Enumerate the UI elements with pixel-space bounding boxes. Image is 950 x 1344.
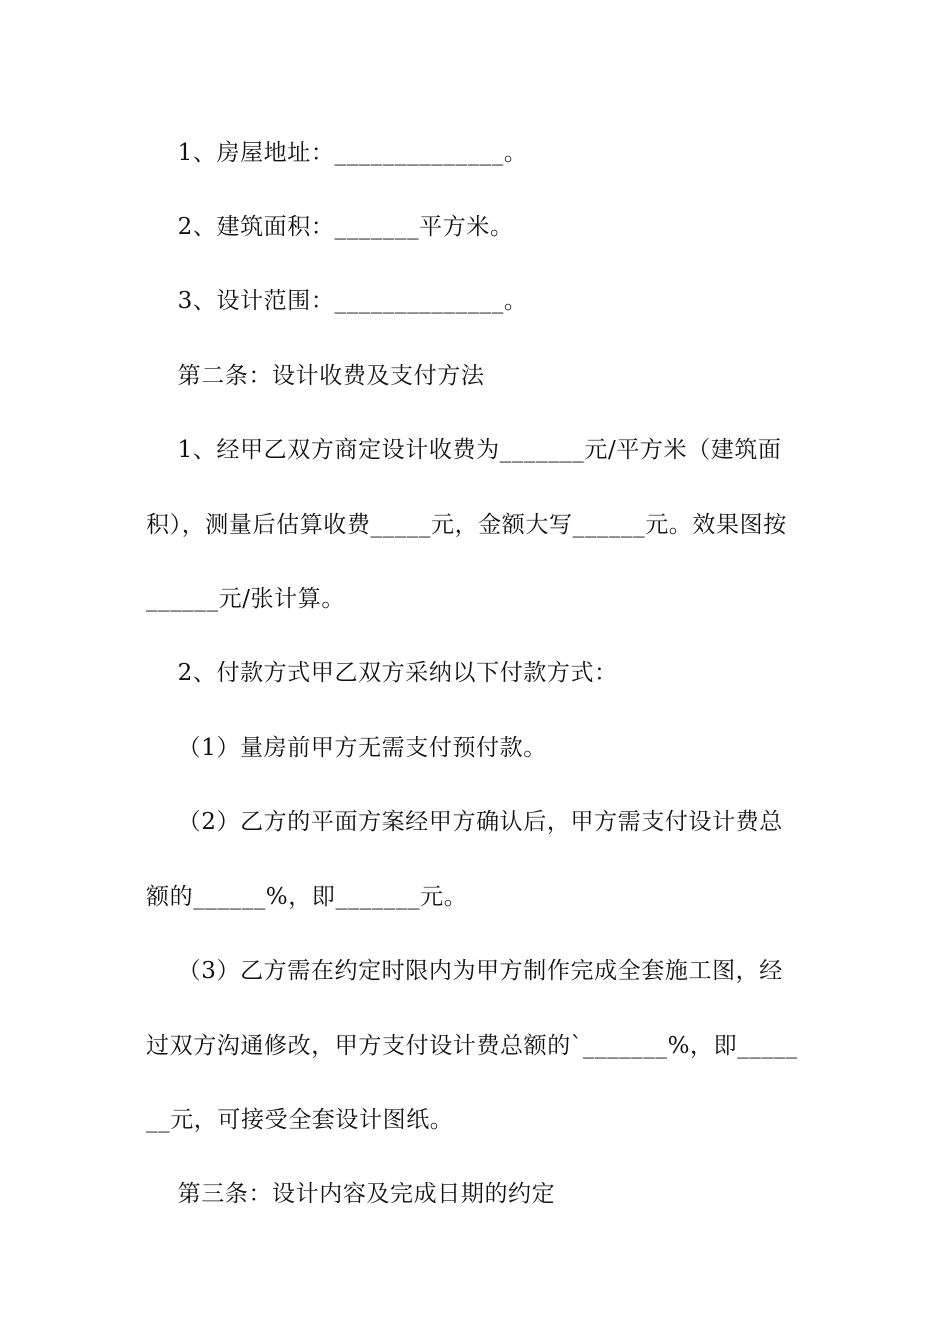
- payment-sub-item-3-line-1: （3）乙方需在约定时限内为甲方制作完成全套施工图，经: [146, 958, 783, 984]
- item-building-area: 2、建筑面积：_______平方米。: [146, 214, 514, 240]
- payment-sub-item-2-line-2: 额的______%，即_______元。: [146, 884, 468, 910]
- fee-paragraph-line-3: ______元/张计算。: [146, 586, 345, 612]
- payment-sub-item-1: （1）量房前甲方无需支付预付款。: [146, 735, 547, 761]
- payment-sub-item-3-line-3: __元，可接受全套设计图纸。: [146, 1107, 454, 1133]
- article-3-heading: 第三条：设计内容及完成日期的约定: [146, 1181, 556, 1207]
- payment-sub-item-2-line-1: （2）乙方的平面方案经甲方确认后，甲方需支付设计费总: [146, 809, 783, 835]
- payment-method-item: 2、付款方式甲乙双方采纳以下付款方式：: [146, 660, 618, 686]
- fee-paragraph-line-1: 1、经甲乙双方商定设计收费为_______元/平方米（建筑面: [146, 437, 782, 463]
- payment-sub-item-3-line-2: 过双方沟通修改，甲方支付设计费总额的`_______%，即_____: [146, 1033, 798, 1059]
- fee-paragraph-line-2: 积），测量后估算收费_____元，金额大写______元。效果图按: [146, 512, 787, 538]
- article-2-heading: 第二条：设计收费及支付方法: [146, 363, 485, 389]
- item-design-scope: 3、设计范围：______________。: [146, 288, 528, 314]
- item-house-address: 1、房屋地址：______________。: [146, 140, 528, 166]
